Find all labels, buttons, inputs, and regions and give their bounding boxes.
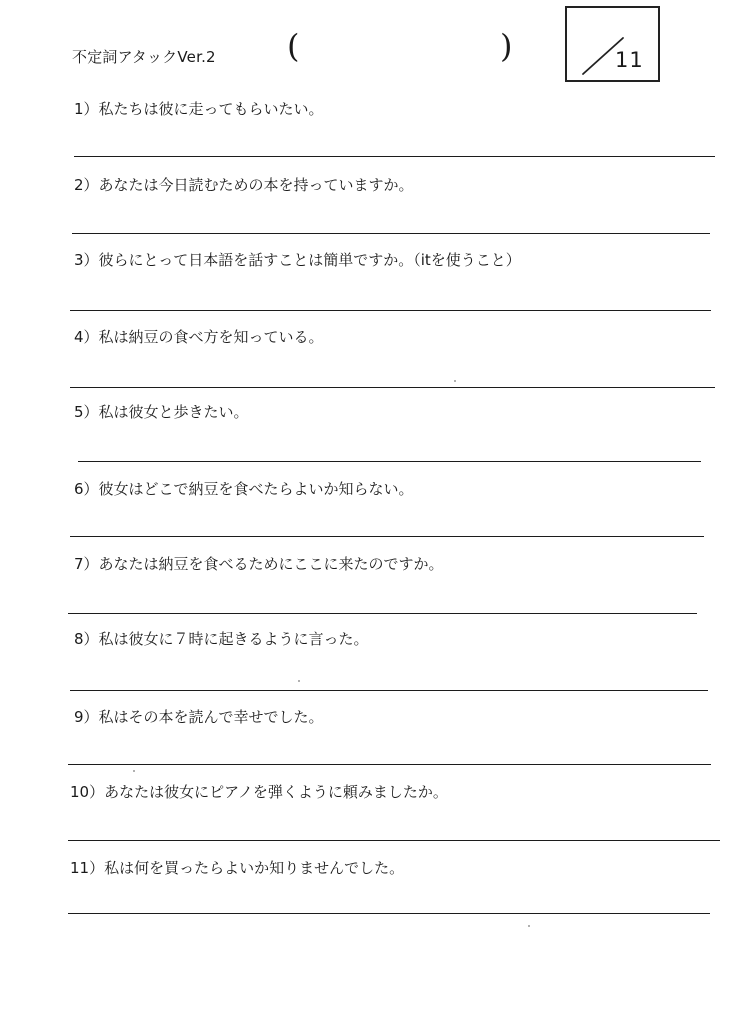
question-7: 7）あなたは納豆を食べるためにここに来たのですか。 [74,555,444,573]
answer-line-10[interactable] [68,840,720,841]
question-1: 1）私たちは彼に走ってもらいたい。 [74,100,324,118]
scan-speck [298,680,300,682]
score-box [565,6,660,82]
answer-line-11[interactable] [68,913,710,914]
answer-line-6[interactable] [70,536,704,537]
answer-line-9[interactable] [68,764,711,765]
question-11: 11）私は何を買ったらよいか知りませんでした。 [70,859,405,877]
answer-line-8[interactable] [70,690,708,691]
question-10: 10）あなたは彼女にピアノを弾くように頼みましたか。 [70,783,448,801]
answer-line-2[interactable] [72,233,710,234]
name-field-close-paren: ) [500,27,513,65]
question-6: 6）彼女はどこで納豆を食べたらよいか知らない。 [74,480,414,498]
score-slash [567,8,658,80]
question-9: 9）私はその本を読んで幸せでした。 [74,708,324,726]
question-4: 4）私は納豆の食べ方を知っている。 [74,328,324,346]
question-8: 8）私は彼女に７時に起きるように言った。 [74,630,369,648]
scan-speck [528,925,530,927]
question-3: 3）彼らにとって日本語を話すことは簡単ですか。（itを使うこと） [74,251,521,269]
scan-speck [133,770,135,772]
answer-line-4[interactable] [70,387,715,388]
answer-line-7[interactable] [68,613,697,614]
name-field-open-paren: ( [287,27,300,65]
question-5: 5）私は彼女と歩きたい。 [74,403,249,421]
answer-line-5[interactable] [78,461,701,462]
scan-speck [454,380,456,382]
question-2: 2）あなたは今日読むための本を持っていますか。 [74,176,414,194]
answer-line-3[interactable] [70,310,711,311]
answer-line-1[interactable] [74,156,715,157]
worksheet-title: 不定詞アタックVer.2 [72,48,216,66]
score-total: 11 [615,48,644,72]
